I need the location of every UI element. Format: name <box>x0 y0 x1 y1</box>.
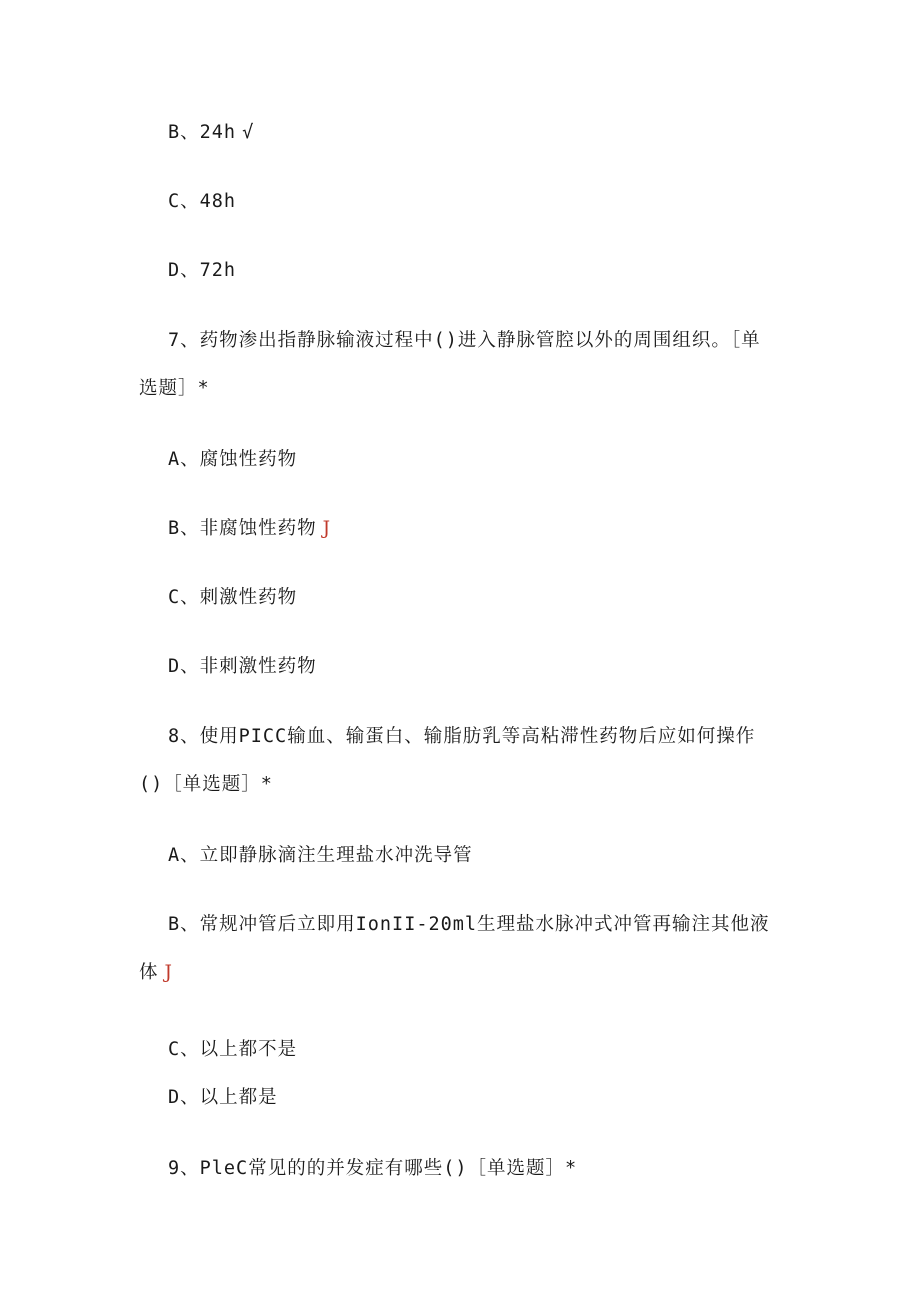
check-mark-icon: √ <box>242 122 255 143</box>
q7-question-line1: 7、药物渗出指静脉输液过程中()进入静脉管腔以外的周围组织。［单 <box>168 330 761 351</box>
answer-mark-icon: J <box>164 962 173 983</box>
option-text: 体 <box>139 962 159 983</box>
q6-option-d: D、72h <box>168 260 237 281</box>
q8-option-a: A、立即静脉滴注生理盐水冲洗导管 <box>168 845 473 866</box>
q6-option-b <box>168 121 254 145</box>
q8-question-line1: 8、使用PICC输血、输蛋白、输脂肪乳等高粘滞性药物后应如何操作 <box>168 726 756 747</box>
q8-option-c: C、以上都不是 <box>168 1039 298 1060</box>
q7-option-b <box>168 517 331 541</box>
q7-option-a: A、腐蚀性药物 <box>168 449 298 470</box>
q8-option-b-line1: B、常规冲管后立即用IonII-20ml生理盐水脉冲式冲管再输注其他液 <box>168 914 770 935</box>
q6-option-c: C、48h <box>168 191 237 212</box>
q7-option-d: D、非刺激性药物 <box>168 656 317 677</box>
q8-option-b-line2 <box>139 961 173 985</box>
q9-question-line1: 9、PleC常见的的并发症有哪些()［单选题］* <box>168 1158 578 1179</box>
q7-question-line2: 选题］* <box>139 378 210 399</box>
answer-mark-icon: J <box>322 518 332 539</box>
q8-option-d: D、以上都是 <box>168 1087 278 1108</box>
option-text: B、非腐蚀性药物 <box>168 518 317 539</box>
option-text: B、24h <box>168 122 237 143</box>
q8-question-line2: ()［单选题］* <box>139 774 273 795</box>
q7-option-c: C、刺激性药物 <box>168 587 298 608</box>
